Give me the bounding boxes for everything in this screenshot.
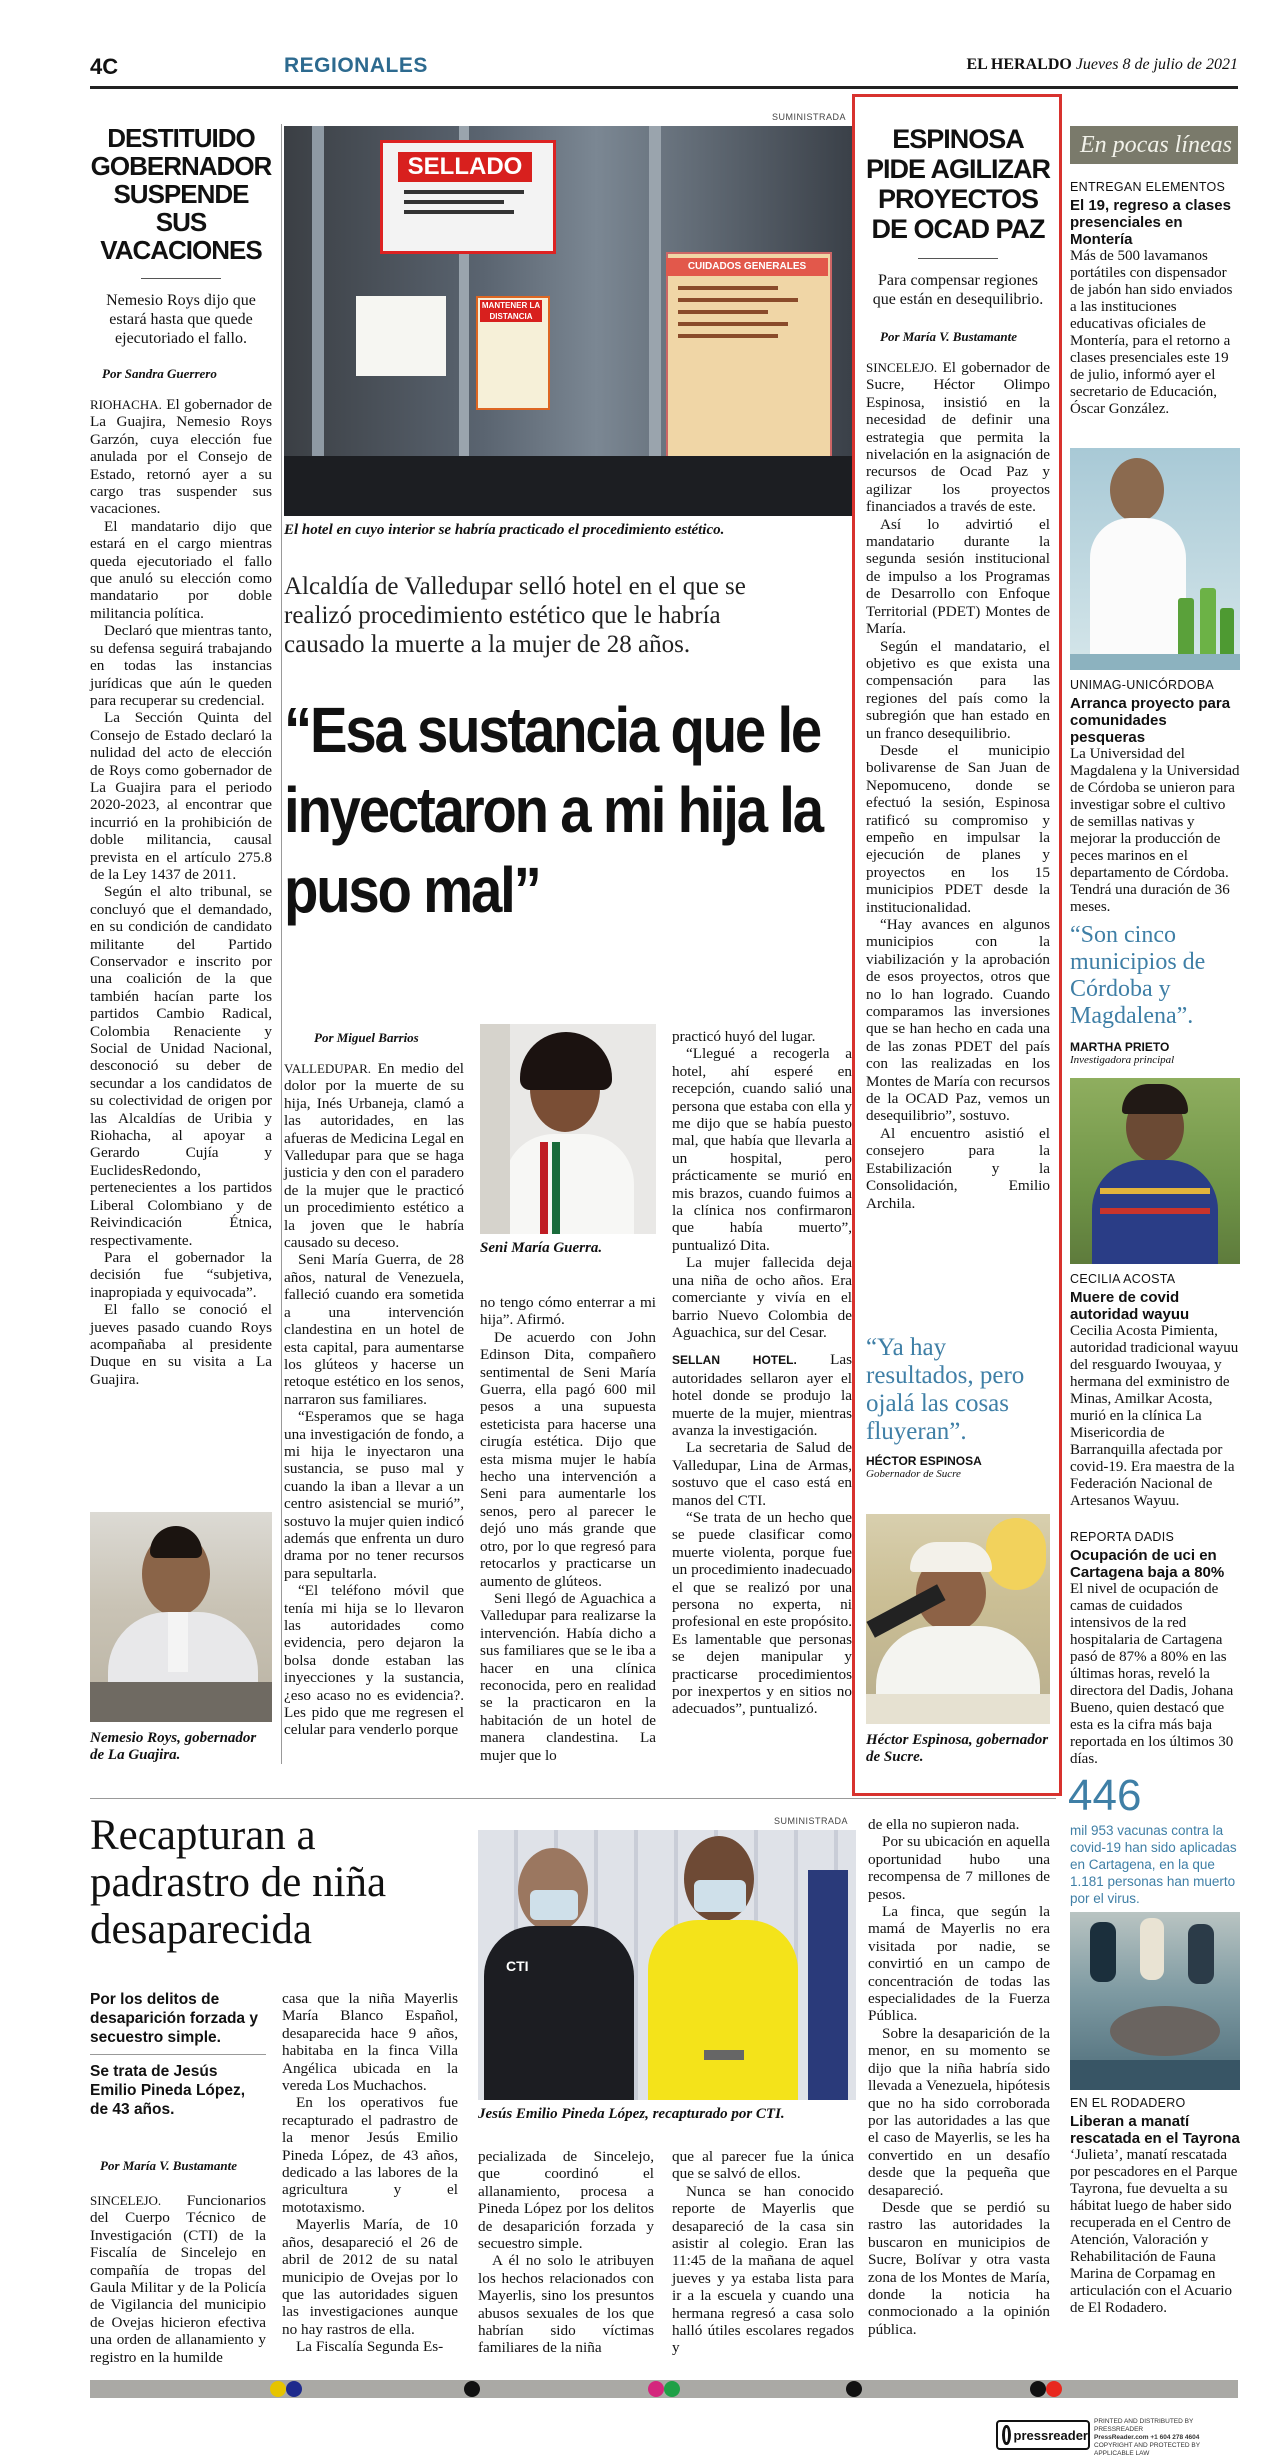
bottom-summary-2: Se trata de Jesús Emilio Pineda López, de 43 años. bbox=[90, 2063, 246, 2118]
date-text: Jueves 8 de julio de 2021 bbox=[1075, 56, 1238, 73]
section-name: REGIONALES bbox=[284, 54, 428, 77]
sidebar-item-5 bbox=[1070, 2096, 1240, 2317]
lab-photo bbox=[1070, 448, 1240, 670]
main-col2: no tengo cómo enterrar a mi hija”. Afirmó. De acuerdo con John Edinson Dita, compañero sentimental de Seni María Guerra, ella pagó 600 mil pesos a una supuesta esteticista para hacerse una cirugía estética. Dijo que esta misma mujer le había hecho una intervención a Seni para aumentarle los senos, pero al parecer le dejó uno más grande que otro, por lo que regresó para retocarlos y practicarse un aumento de glúteos. Seni llegó de Aguachica a Valledupar para realizarse la intervención. Había dicho a sus familiares que se le iba a hacer en una clínica reconocida, pero en realidad se la practicaron en la habitación de un hotel de manera clandestina. La mujer que lo bbox=[480, 1294, 656, 1764]
sidebar-headline: Arranca proyecto para comunidades pesqueras bbox=[1070, 695, 1231, 746]
sidebar-headline: Muere de covid autoridad wayuu bbox=[1070, 1289, 1190, 1323]
seni-caption: Seni María Guerra. bbox=[480, 1240, 603, 1256]
color-dot-red bbox=[1046, 2381, 1062, 2397]
espinosa-byline: Por María V. Bustamante bbox=[880, 329, 1018, 344]
cti-photo bbox=[478, 1830, 856, 2100]
sellan-subhead: SELLAN HOTEL. bbox=[672, 1353, 797, 1368]
bottom-col4: que al parecer fue la única que se salvó de ellos. Nunca se han conocido reporte de Mayerlis que desapareció de la casa sin asistir al colegio. Eran las 11:45 de la mañana de aquel jueves y ya estaba lista para ir a la escuela y cuando una hermana regresó a casa solo halló útiles escolares regados y bbox=[672, 2148, 854, 2357]
sidebar-quote-role: Investigadora principal bbox=[1070, 1054, 1175, 1066]
big-number-text: mil 953 vacunas contra la covid-19 han sido aplicadas en Cartagena, en la que 1.181 personas han muerto por el virus. bbox=[1070, 1823, 1237, 1906]
sidebar-title: En pocas líneas bbox=[1080, 132, 1232, 158]
espinosa-quote-name: HÉCTOR ESPINOSA bbox=[866, 1454, 982, 1468]
espinosa-body: SINCELEJO. El gobernador de Sucre, Héctor Olimpo Espinosa, insistió en la necesidad de definir una estrategia que permita la nivelación en la asignación de recursos de Ocad Paz y agilizar los proyectos financiados a través de este. Así lo advirtió el mandatario durante la segunda sesión institucional de impulso a los Programas de Desarrollo con Enfoque Territorial (PDET) Montes de María. Según el mandatario, el objetivo es que exista una compensación para las regiones del país como la subregión que han estado en un franco desequilibrio. Desde el municipio bolivarense de San Juan de Nepomuceno, donde se efectuó la sesión, Espinosa ratificó su compromiso y empeño en impulsar la ejecución de planes y proyectos en los 15 municipios PDET desde la institucionalidad. “Hay avances en algunos municipios con la viabilización y la aprobación de esos proyectos, otros que no lo han logrado. Cuando comparamos las inversiones que se han hecho en cada una de las zonas PDET del país con las realizadas en los Montes de María con recursos de la OCAD Paz, vemos un desequilibrio”, sostuvo. Al encuentro asistió el consejero para la Estabilización y la Consolidación, Emilio Archila. bbox=[866, 359, 1051, 1212]
pressreader-logo bbox=[996, 2420, 1090, 2450]
color-dot-magenta bbox=[648, 2381, 664, 2397]
left-dateline: RIOHACHA. bbox=[90, 397, 162, 412]
bottom-byline: Por María V. Bustamante bbox=[100, 2158, 238, 2173]
color-dot-yellow bbox=[270, 2381, 286, 2397]
sidebar-item-1 bbox=[1070, 180, 1240, 418]
sidebar-headline: Liberan a manatí rescatada en el Tayrona bbox=[1070, 2113, 1240, 2147]
color-dot-black bbox=[464, 2381, 480, 2397]
acosta-photo bbox=[1070, 1078, 1240, 1264]
pressreader-brand: pressreader bbox=[1013, 2427, 1088, 2443]
left-story bbox=[90, 124, 272, 1388]
left-byline: Por Sandra Guerrero bbox=[102, 366, 217, 381]
cuidados-sign: CUIDADOS GENERALES bbox=[666, 258, 828, 276]
sidebar-text: ‘Julieta’, manatí rescatada por pescadores en el Parque Tayrona, fue devuelta a su hábitat luego de haber sido recuperada en el Centro de Atención, Valoración y Rehabilitación de Fauna Marina de Corpamag en articulación con el Acuario de El Rodadero. bbox=[1070, 2147, 1238, 2316]
sidebar-headline: Ocupación de uci en Cartagena baja a 80% bbox=[1070, 1547, 1225, 1581]
main-col3: practicó huyó del lugar. “Llegué a recogerla a hotel, ahí esperé en recepción, cuando salió una persona que estaba con ella y me dijo que se había puesto mal, que había que llevarla a un hospital, pero prácticamente se murió en mis brazos, cuando fuimos a la clínica nos confirmaron que había muerto”, puntualizó Dita. La mujer fallecida deja una niña de ocho años. Era comerciante y vivía en el barrio Nuevo Colombia de Aguachica, sur del Cesar. SELLAN HOTEL. Las autoridades sellaron ayer el hotel donde se produjo la muerte de la mujer, mientras avanza la investigación. La secretaria de Salud de Valledupar, Lina de Armas, sostuvo que el caso está en manos del CTI. “Se trata de un hecho que se puede clasificar como muerte violenta, porque fue un procedimiento inadecuado el que se realizó por una persona no experta, ni profesional en este propósito. Es lamentable que personas se dejen manipular y practicarse procedimientos por inexpertos y en sitios no adecuados”, puntualizó. bbox=[672, 1028, 852, 1718]
paper-name: EL HERALDO bbox=[966, 56, 1072, 73]
cti-vest-label: CTI bbox=[506, 1958, 529, 1974]
roys-caption: Nemesio Roys, gobernador de La Guajira. bbox=[90, 1730, 257, 1763]
espinosa-quote: “Ya hay resultados, pero ojalá las cosas fluyeran”. bbox=[866, 1334, 1025, 1445]
page-number: 4C bbox=[90, 54, 119, 79]
sidebar-kicker: CECILIA ACOSTA bbox=[1070, 1272, 1176, 1286]
big-number: 446 bbox=[1068, 1771, 1142, 1820]
sidebar-text: El nivel de ocupación de camas de cuidados intensivos de la red hospitalaria de Cartagena pasó de 87% a 80% en las últimas horas, reveló la directora del Dadis, Johana Bueno, quien destacó que esta es la cifra más baja reportada en los últimos 30 días. bbox=[1070, 1581, 1234, 1767]
pressreader-small: PRINTED AND DISTRIBUTED BY PRESSREADER PressReader.com +1 604 278 4604 COPYRIGHT AND PROTECTED BY APPLICABLE LAW bbox=[1094, 2418, 1200, 2457]
roys-photo bbox=[90, 1512, 272, 1722]
pressreader-icon bbox=[1002, 2425, 1011, 2445]
bottom-col5: de ella no supieron nada. Por su ubicación en aquella oportunidad hubo una recompensa de 7 millones de pesos. La finca, que según la mamá de Mayerlis no era visitada por nadie, se convirtió en un campo de concentración de todas las especialidades de la Fuerza Pública. Sobre la desaparición de la menor, en su momento se dijo que la niña habría sido llevada a Venezuela, hipótesis que no ha sido corroborada por las autoridades a las que el caso de Mayerlis, se les ha convertido en un desafío desde que la pequeña que desapareció. Desde que se perdió su rastro las autoridades la buscaron en municipios de Sucre, Bolívar y otra vasta zona de los Montes de María, donde la noticia ha conmocionado a la opinión pública. bbox=[868, 1816, 1050, 2338]
main-dateline: VALLEDUPAR. bbox=[284, 1061, 372, 1076]
main-deck: Alcaldía de Valledupar selló hotel en el que se realizó procedimiento estético que le habría causado la muerte a la mujer de 28 años. bbox=[284, 573, 746, 658]
espinosa-title: ESPINOSA PIDE AGILIZAR PROYECTOS DE OCAD PAZ bbox=[866, 124, 1051, 244]
sidebar-kicker: UNIMAG-UNICÓRDOBA bbox=[1070, 678, 1214, 692]
main-col1: Por Miguel Barrios VALLEDUPAR. En medio del dolor por la muerte de su hija, Inés Urbaneja, clamó a las autoridades, en las afueras de Medicina Legal en Valledupar para que se haga justicia y den con el paradero de la mujer que le practicó un procedimiento estético a la joven que le habría causado su deceso. Seni María Guerra, de 28 años, natural de Venezuela, falleció cuando era sometida a una intervención clandestina en un hotel de esta capital, para aumentarse los glúteos y hacerse un retoque estético en los senos, narraron sus familiares. “Esperamos que se haga una investigación de fondo, a mi hija le inyectaron una sustancia, se puso mal y cuando la iban a llevar a un centro asistencial se murió”, sostuvo la mujer quien indicó además que enfrenta un duro drama por no tener recursos para sepultarla. “El teléfono móvil que tenía mi hija se lo llevaron las autoridades como evidencia, pero dejaron la bolsa donde estaban las inyecciones y la sustancia, ¿eso acaso no es evidencia?. Les pido que me regresen el celular para venderlo porque bbox=[284, 1030, 465, 1739]
sidebar-kicker: ENTREGAN ELEMENTOS bbox=[1070, 180, 1226, 194]
left-col-divider bbox=[281, 124, 282, 1764]
bottom-col1: SINCELEJO. Funcionarios del Cuerpo Técnico de Investigación (CTI) de la Fiscalía de Sincelejo en compañía de tropas del Gaula Militar y de la Policía de Vigilancia del municipio de Ovejas hicieron efectiva una orden de allanamiento y registro en la humilde bbox=[90, 2192, 266, 2366]
main-headline: “Esa sustancia que le inyectaron a mi hija la puso mal” bbox=[284, 694, 822, 926]
color-dot-black-3 bbox=[1030, 2381, 1046, 2397]
left-title: DESTITUIDO GOBERNADOR SUSPENDE SUS VACACIONES bbox=[90, 123, 272, 265]
sellado-sign: SELLADO bbox=[398, 152, 532, 182]
sidebar-item-2 bbox=[1070, 678, 1240, 916]
espinosa-story bbox=[866, 124, 1050, 1212]
sidebar-item-3 bbox=[1070, 1272, 1240, 1510]
manati-photo bbox=[1070, 1912, 1240, 2090]
masthead-date bbox=[966, 56, 1238, 74]
sidebar-headline: El 19, regreso a clases presenciales en Montería bbox=[1070, 197, 1231, 248]
espinosa-quote-role: Gobernador de Sucre bbox=[866, 1468, 961, 1480]
seni-photo bbox=[480, 1024, 656, 1234]
mantener-sign: MANTENER LA DISTANCIA bbox=[481, 301, 541, 321]
color-dot-black-2 bbox=[846, 2381, 862, 2397]
cti-caption: Jesús Emilio Pineda López, recapturado por CTI. bbox=[478, 2106, 785, 2122]
espinosa-caption: Héctor Espinosa, gobernador de Sucre. bbox=[866, 1732, 1049, 1765]
left-body: RIOHACHA. El gobernador de La Guajira, Nemesio Roys Garzón, cuya elección fue anulada por el Consejo de Estado, retornó ayer a su cargo tras suspender sus vacaciones. El mandatario dijo que estará en el cargo mientras queda ejecutoriado el fallo que anuló su elección como mandatario por doble militancia política. Declaró que mientras tanto, su defensa seguirá trabajando en todas las instancias jurídicas que aún le queden para recuperar su credencial. La Sección Quinta del Consejo de Estado declaró la nulidad del acto de elección de Roys como gobernador de La Guajira para el periodo 2020-2023, al encontrar que incurrió en la prohibición de doble militancia, causal prevista en el artículo 275.8 de la Ley 1437 de 2011. Según el alto tribunal, se concluyó que el demandado, en su condición de candidato militante del Partido Conservador e inscrito por una coalición de la que también hacían parte los partidos Cambio Radical, Colombia Renaciente y Social de Unidad Nacional, desconoció su deber de secundar a los candidatos de su colectividad de origen por las Alcaldías de Uribia y Riohacha, al apoyar a Gerardo Cujía y EuclidesRedondo, pertenecientes a los partidos Liberal Colombiano y de Reivindicación Étnica, respectivamente. Para el gobernador la decisión fue “subjetiva, inapropiada y equivocada”. El fallo se conoció el jueves pasado cuando Roys acompañaba al presidente Duque en su visita a La Guajira. bbox=[90, 396, 272, 1388]
main-byline: Por Miguel Barrios bbox=[314, 1030, 419, 1045]
espinosa-dateline: SINCELEJO. bbox=[866, 360, 938, 375]
sidebar-kicker: REPORTA DADIS bbox=[1070, 1530, 1175, 1544]
color-dot-blue bbox=[286, 2381, 302, 2397]
main-photo-credit: SUMINISTRADA bbox=[772, 112, 847, 122]
bottom-col3: pecializada de Sincelejo, que coordinó el allanamiento, procesa a Pineda López por los delitos de desaparición forzada y secuestro simple. A él no solo le atribuyen los hechos relacionados con Mayerlis, sino los presuntos abusos sexuales de los que habrían sido víctimas familiares de la niña bbox=[478, 2148, 654, 2357]
color-dot-green bbox=[664, 2381, 680, 2397]
bottom-headline: Recapturan a padrastro de niña desaparecida bbox=[90, 1812, 387, 1953]
bottom-col2: casa que la niña Mayerlis María Blanco Español, desaparecida hace 9 años, habitaba en la finca Villa Angélica ubicada en la vereda Los Muchachos. En los operativos fue recapturado el padrastro de la menor Jesús Emilio Pineda López, de 43 años, dedicado a las labores de la agricultura y el mototaxismo. Mayerlis María, de 10 años, desapareció el 26 de abril de 2012 de su natal municipio de Ovejas por lo que las autoridades siguen las investigaciones aunque no hay rastros de ella. La Fiscalía Segunda Es- bbox=[282, 1990, 458, 2356]
bottom-photo-credit: SUMINISTRADA bbox=[774, 1816, 849, 1826]
header-rule bbox=[90, 86, 1238, 89]
bottom-divider bbox=[90, 1798, 1056, 1799]
hotel-caption: El hotel en cuyo interior se habría practicado el procedimiento estético. bbox=[284, 522, 725, 538]
sidebar-text: Cecilia Acosta Pimienta, autoridad tradicional wayuu del resguardo Iwouyaa, y hermana del exministro de Minas, Amilkar Acosta, murió en la clínica La Misericordia de Barranquilla afectada por covid-19. Era maestra de la Federación Nacional de Artesanos Wayuu. bbox=[1070, 1323, 1239, 1509]
sidebar-quote: “Son cinco municipios de Córdoba y Magdalena”. bbox=[1070, 922, 1206, 1029]
bottom-summary-rule bbox=[90, 2054, 266, 2055]
espinosa-photo bbox=[866, 1514, 1050, 1724]
sidebar-kicker: EN EL RODADERO bbox=[1070, 2096, 1186, 2110]
sidebar-text: La Universidad del Magdalena y la Universidad de Córdoba se unieron para investigar sobre el cultivo de semillas nativas y mejorar la producción de peces marinos en el departamento de Córdoba. Tendrá una duración de 36 meses. bbox=[1070, 746, 1240, 915]
espinosa-summary: Para compensar regiones que están en desequilibrio. bbox=[872, 272, 1044, 308]
sidebar-item-4 bbox=[1070, 1530, 1240, 1768]
sidebar-text: Más de 500 lavamanos portátiles con dispensador de jabón han sido enviados a las instituciones educativas oficiales de Montería, para el retorno a clases presenciales este 19 de julio, informó ayer el secretario de Educación, Óscar González. bbox=[1070, 248, 1233, 417]
hotel-photo bbox=[284, 126, 852, 516]
bottom-dateline: SINCELEJO. bbox=[90, 2193, 162, 2208]
sidebar-quote-name: MARTHA PRIETO bbox=[1070, 1040, 1170, 1054]
left-summary: Nemesio Roys dijo que estará hasta que quede ejecutoriado el fallo. bbox=[106, 292, 256, 347]
bottom-summary-1: Por los delitos de desaparición forzada y secuestro simple. bbox=[90, 1991, 258, 2046]
